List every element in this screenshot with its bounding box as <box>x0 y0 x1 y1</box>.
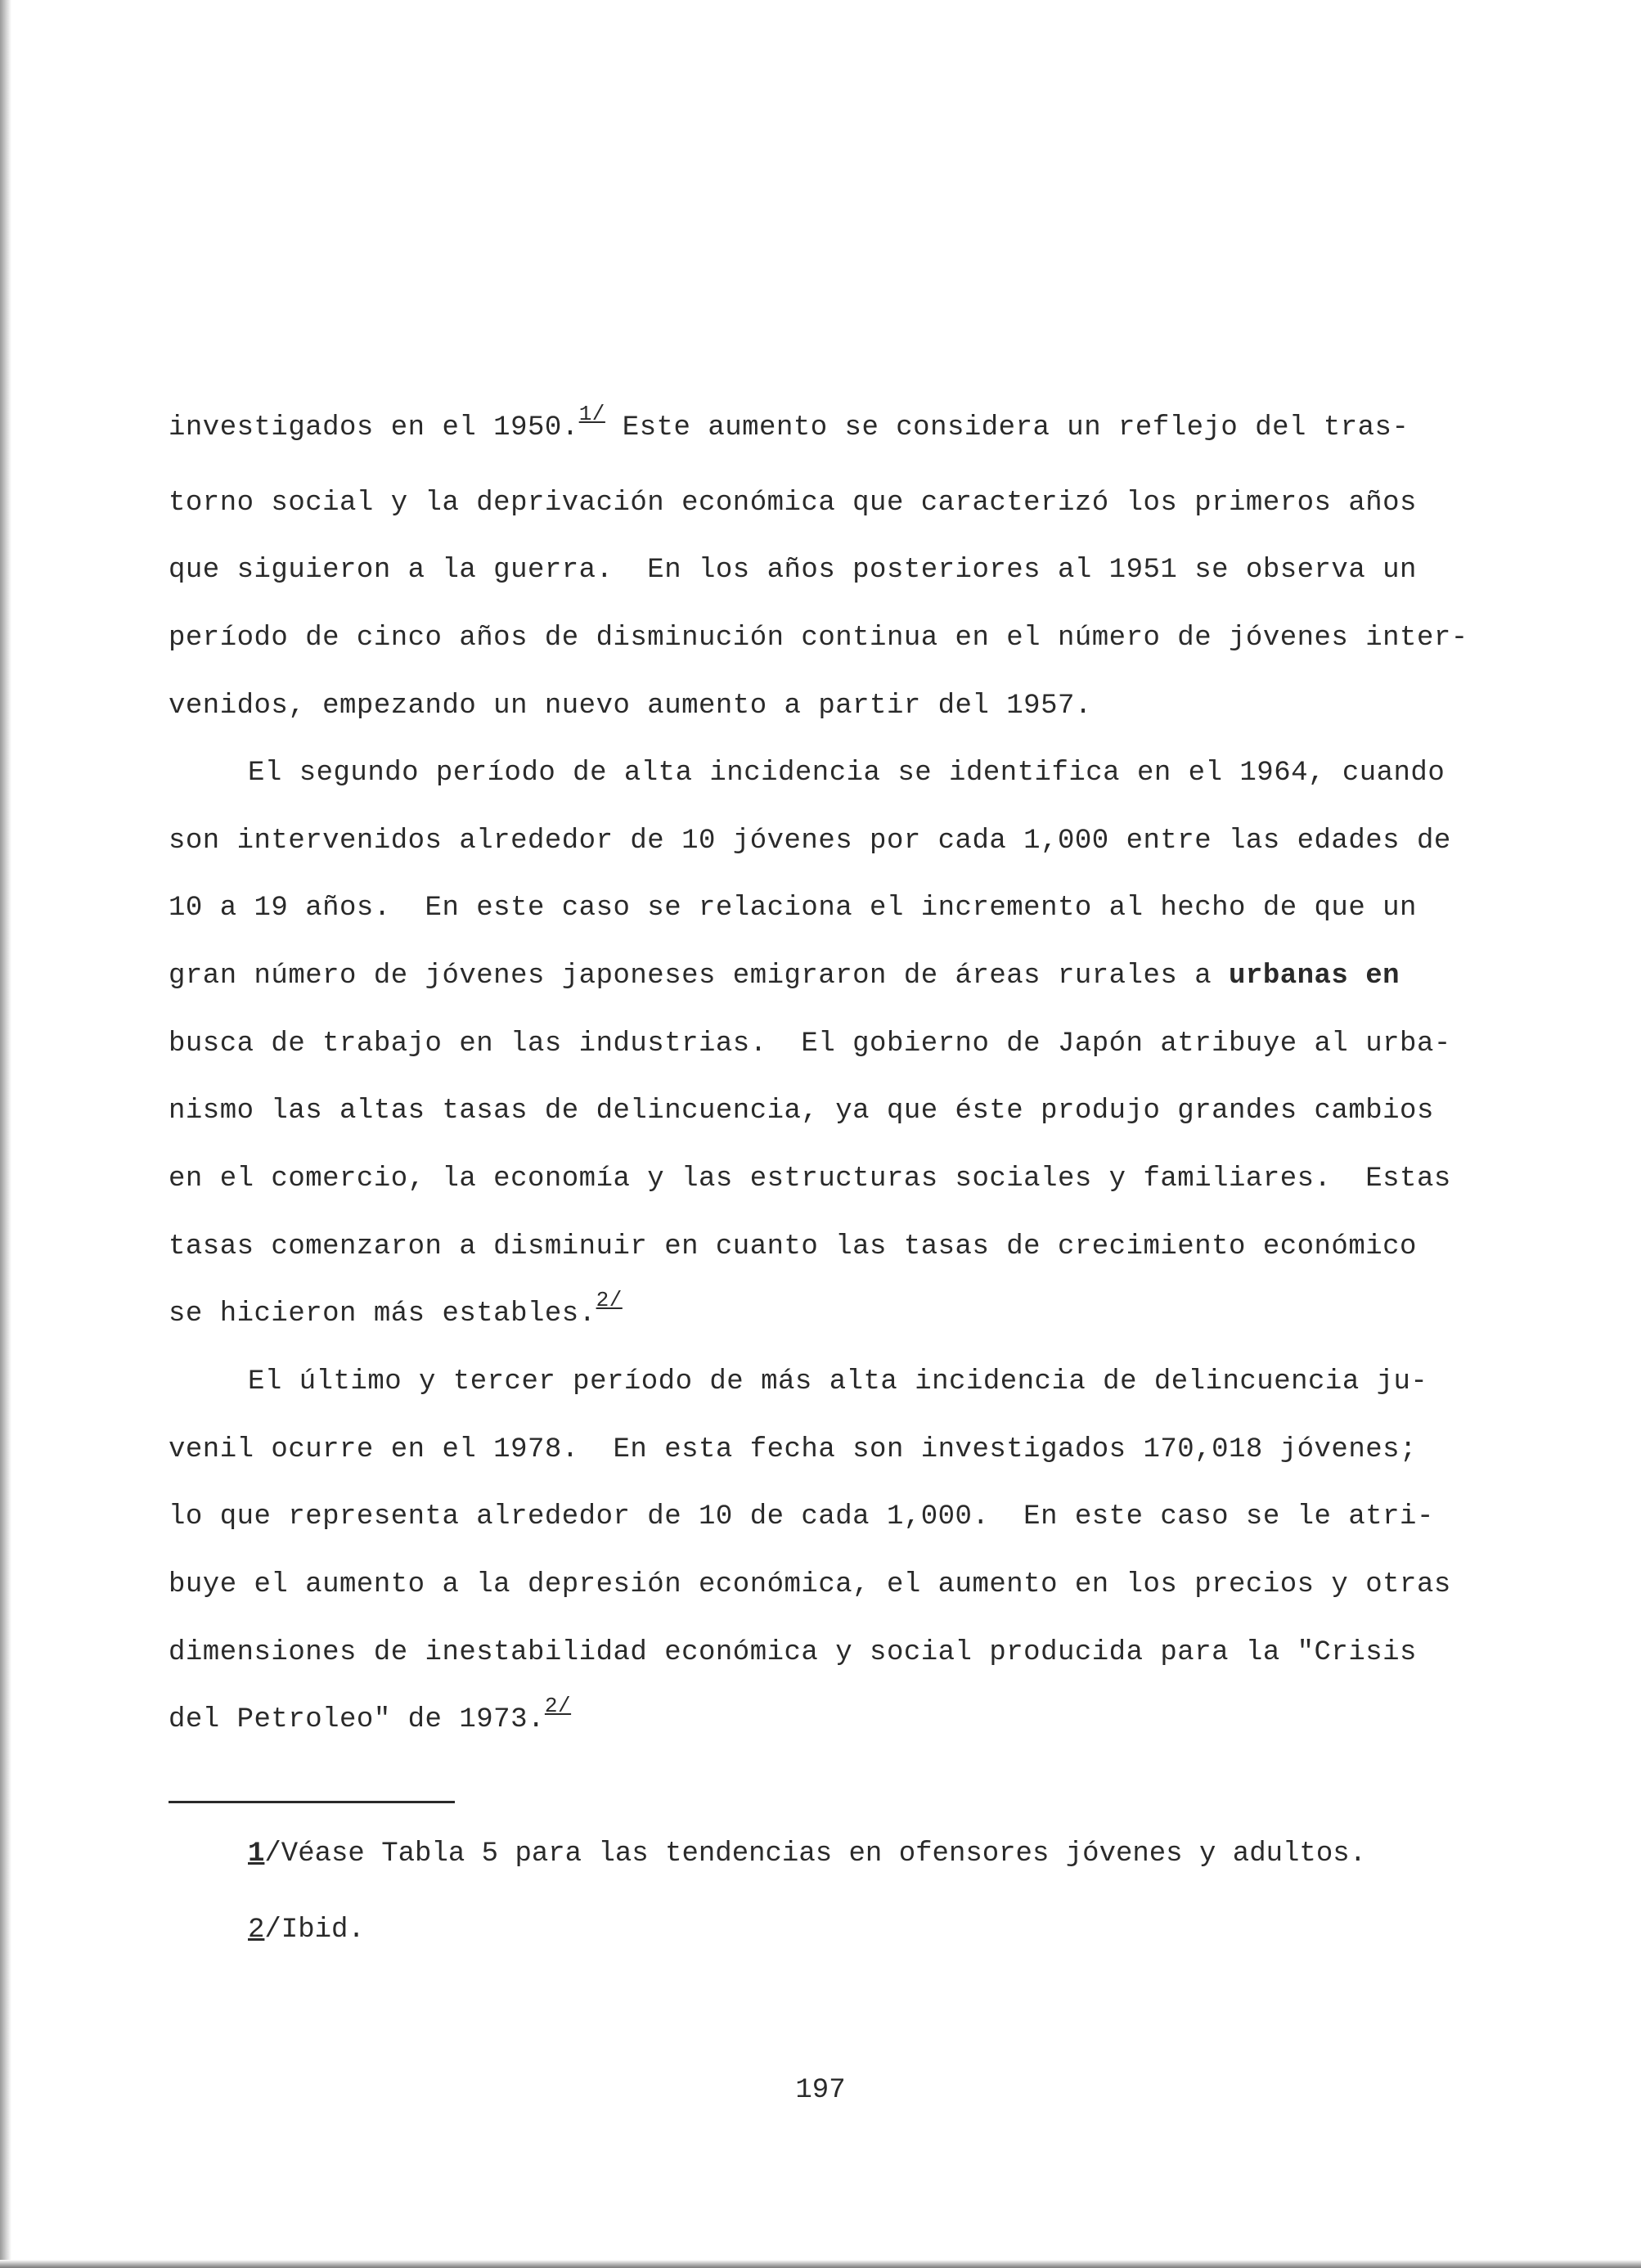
footnote-ref-2: 2/ <box>544 1693 572 1718</box>
scan-bottom-edge <box>0 2260 1641 2268</box>
footnote-text: /Véase Tabla 5 para las tendencias en ofensores jóvenes y adultos. <box>264 1838 1367 1870</box>
text: investigados en el 1950. <box>169 412 579 443</box>
footnote-ref-2: 2/ <box>596 1287 623 1312</box>
footnote-mark: 2 <box>248 1915 265 1946</box>
paragraph-2-line-7: en el comercio, la economía y las estructuras sociales y familiares. Estas <box>169 1163 1451 1195</box>
scan-left-edge <box>0 0 11 2268</box>
paragraph-3-line-5: dimensiones de inestabilidad económica y social producida para la "Crisis <box>169 1637 1417 1668</box>
text-bold: urbanas en <box>1229 961 1400 992</box>
paragraph-1-line-4: período de cinco años de disminución continua en el número de jóvenes inter- <box>169 623 1468 654</box>
paragraph-3-line-3: lo que representa alrededor de 10 de cada 1,000. En este caso se le atri- <box>169 1501 1434 1532</box>
paragraph-2-line-1: El segundo período de alta incidencia se identifica en el 1964, cuando <box>248 758 1445 789</box>
paragraph-1-line-1 <box>169 401 1409 444</box>
paragraph-2-line-5: busca de trabajo en las industrias. El gobierno de Japón atribuye al urba- <box>169 1028 1451 1060</box>
footnote-ref-1: 1/ <box>578 401 605 426</box>
text: gran número de jóvenes japoneses emigraron de áreas rurales a <box>169 961 1230 992</box>
footnote-mark: 1 <box>248 1838 265 1870</box>
paragraph-2-line-2: son intervenidos alrededor de 10 jóvenes por cada 1,000 entre las edades de <box>169 826 1451 857</box>
page-number: 197 <box>795 2075 846 2106</box>
footnote-2 <box>248 1914 365 1946</box>
paragraph-3-line-4: buye el aumento a la depresión económica, el aumento en los precios y otras <box>169 1569 1451 1600</box>
paragraph-1-line-5: venidos, empezando un nuevo aumento a partir del 1957. <box>169 691 1092 722</box>
paragraph-2-line-8: tasas comenzaron a disminuir en cuanto las tasas de crecimiento económico <box>169 1231 1417 1262</box>
paragraph-2-line-4 <box>169 960 1400 992</box>
paragraph-2-line-9 <box>169 1287 623 1330</box>
paragraph-3-line-1: El último y tercer período de más alta incidencia de delincuencia ju- <box>248 1366 1428 1397</box>
footnote-1 <box>248 1838 1366 1870</box>
paragraph-1-line-2: torno social y la deprivación económica que caracterizó los primeros años <box>169 488 1417 519</box>
paragraph-2-line-6: nismo las altas tasas de delincuencia, ya que éste produjo grandes cambios <box>169 1096 1434 1127</box>
text: se hicieron más estables. <box>169 1298 596 1330</box>
text: del Petroleo" de 1973. <box>169 1704 545 1735</box>
footnote-divider <box>169 1801 455 1803</box>
footnote-text: /Ibid. <box>264 1915 365 1946</box>
paragraph-2-line-3: 10 a 19 años. En este caso se relaciona el incremento al hecho de que un <box>169 893 1417 924</box>
paragraph-3-line-6 <box>169 1693 572 1736</box>
paragraph-3-line-2: venil ocurre en el 1978. En esta fecha son investigados 170,018 jóvenes; <box>169 1434 1417 1465</box>
text: Este aumento se considera un reflejo del tras- <box>605 412 1409 443</box>
paragraph-1-line-3: que siguieron a la guerra. En los años posteriores al 1951 se observa un <box>169 555 1417 586</box>
